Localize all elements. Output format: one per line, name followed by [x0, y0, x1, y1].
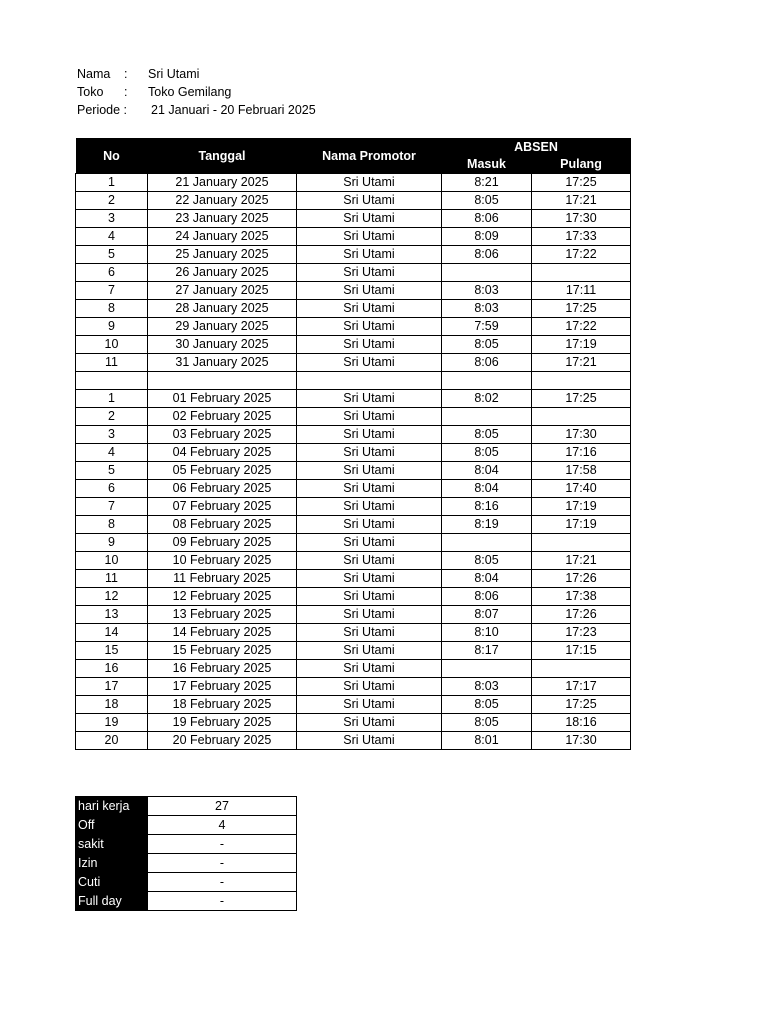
cell-pulang: 17:11	[532, 282, 631, 300]
summary-row	[76, 892, 297, 911]
cell-pulang: 17:33	[532, 228, 631, 246]
cell-masuk: 8:04	[442, 462, 532, 480]
cell-promotor: Sri Utami	[297, 282, 442, 300]
cell-tanggal: 28 January 2025	[148, 300, 297, 318]
cell-promotor: Sri Utami	[297, 246, 442, 264]
cell-tanggal: 17 February 2025	[148, 678, 297, 696]
cell-masuk: 8:16	[442, 498, 532, 516]
table-row	[76, 300, 631, 318]
table-row	[76, 552, 631, 570]
cell-masuk: 8:03	[442, 300, 532, 318]
summary-label: Off	[76, 816, 148, 835]
table-row	[76, 408, 631, 426]
cell-no: 11	[76, 354, 148, 372]
cell-tanggal: 23 January 2025	[148, 210, 297, 228]
cell-masuk: 7:59	[442, 318, 532, 336]
cell-pulang: 17:21	[532, 354, 631, 372]
summary-value: -	[148, 854, 297, 873]
cell-masuk: 8:06	[442, 210, 532, 228]
cell-no: 14	[76, 624, 148, 642]
cell-no: 3	[76, 426, 148, 444]
table-row	[76, 444, 631, 462]
table-row	[76, 282, 631, 300]
cell-no: 7	[76, 282, 148, 300]
cell-pulang	[532, 264, 631, 282]
cell-tanggal: 16 February 2025	[148, 660, 297, 678]
cell-masuk: 8:05	[442, 444, 532, 462]
cell-promotor: Sri Utami	[297, 408, 442, 426]
cell-no: 9	[76, 318, 148, 336]
cell-no: 6	[76, 264, 148, 282]
cell-no: 17	[76, 678, 148, 696]
table-row	[76, 246, 631, 264]
table-row	[76, 192, 631, 210]
cell-pulang: 17:23	[532, 624, 631, 642]
cell-promotor: Sri Utami	[297, 606, 442, 624]
cell-masuk: 8:09	[442, 228, 532, 246]
cell-promotor: Sri Utami	[297, 552, 442, 570]
cell-masuk: 8:10	[442, 624, 532, 642]
table-row	[76, 714, 631, 732]
cell-masuk: 8:04	[442, 570, 532, 588]
attendance-table-body	[76, 174, 631, 750]
cell-pulang: 17:21	[532, 552, 631, 570]
cell-promotor: Sri Utami	[297, 318, 442, 336]
cell-tanggal: 06 February 2025	[148, 480, 297, 498]
cell-pulang: 17:30	[532, 426, 631, 444]
cell-no: 10	[76, 552, 148, 570]
summary-label: sakit	[76, 835, 148, 854]
cell-no: 16	[76, 660, 148, 678]
cell-tanggal: 31 January 2025	[148, 354, 297, 372]
toko-colon: :	[124, 85, 128, 99]
cell-tanggal: 05 February 2025	[148, 462, 297, 480]
cell-promotor: Sri Utami	[297, 570, 442, 588]
header-nama-promotor: Nama Promotor	[297, 138, 442, 174]
cell-masuk	[442, 660, 532, 678]
cell-tanggal: 29 January 2025	[148, 318, 297, 336]
cell-tanggal	[148, 372, 297, 390]
table-row	[76, 354, 631, 372]
cell-masuk: 8:06	[442, 246, 532, 264]
summary-label: Cuti	[76, 873, 148, 892]
cell-tanggal: 10 February 2025	[148, 552, 297, 570]
cell-pulang: 17:19	[532, 336, 631, 354]
table-row	[76, 570, 631, 588]
table-row	[76, 480, 631, 498]
cell-promotor: Sri Utami	[297, 660, 442, 678]
table-row	[76, 588, 631, 606]
attendance-table-header	[76, 138, 631, 174]
cell-tanggal: 22 January 2025	[148, 192, 297, 210]
cell-no: 2	[76, 192, 148, 210]
cell-pulang: 17:15	[532, 642, 631, 660]
cell-masuk: 8:06	[442, 354, 532, 372]
table-row	[76, 228, 631, 246]
cell-promotor: Sri Utami	[297, 336, 442, 354]
cell-promotor	[297, 372, 442, 390]
cell-tanggal: 02 February 2025	[148, 408, 297, 426]
cell-masuk: 8:03	[442, 282, 532, 300]
cell-pulang: 17:25	[532, 300, 631, 318]
cell-pulang: 17:25	[532, 174, 631, 192]
summary-value: -	[148, 835, 297, 854]
cell-promotor: Sri Utami	[297, 678, 442, 696]
cell-tanggal: 18 February 2025	[148, 696, 297, 714]
cell-pulang: 17:58	[532, 462, 631, 480]
cell-pulang: 17:40	[532, 480, 631, 498]
cell-tanggal: 21 January 2025	[148, 174, 297, 192]
cell-promotor: Sri Utami	[297, 228, 442, 246]
cell-tanggal: 03 February 2025	[148, 426, 297, 444]
cell-no: 7	[76, 498, 148, 516]
cell-no: 8	[76, 516, 148, 534]
table-row	[76, 732, 631, 750]
summary-label: Izin	[76, 854, 148, 873]
spacer-row	[76, 372, 631, 390]
table-row	[76, 696, 631, 714]
cell-promotor: Sri Utami	[297, 588, 442, 606]
cell-no: 8	[76, 300, 148, 318]
cell-masuk: 8:05	[442, 552, 532, 570]
cell-promotor: Sri Utami	[297, 624, 442, 642]
cell-tanggal: 13 February 2025	[148, 606, 297, 624]
cell-masuk: 8:19	[442, 516, 532, 534]
cell-masuk: 8:04	[442, 480, 532, 498]
cell-masuk: 8:05	[442, 336, 532, 354]
cell-no: 10	[76, 336, 148, 354]
cell-pulang: 17:38	[532, 588, 631, 606]
cell-promotor: Sri Utami	[297, 516, 442, 534]
cell-tanggal: 01 February 2025	[148, 390, 297, 408]
nama-colon: :	[124, 67, 128, 81]
table-row	[76, 678, 631, 696]
header-masuk: Masuk	[442, 155, 532, 174]
cell-promotor: Sri Utami	[297, 696, 442, 714]
cell-pulang	[532, 408, 631, 426]
cell-no: 18	[76, 696, 148, 714]
summary-table-body	[76, 797, 297, 911]
cell-masuk: 8:05	[442, 696, 532, 714]
cell-promotor: Sri Utami	[297, 462, 442, 480]
cell-promotor: Sri Utami	[297, 210, 442, 228]
cell-pulang	[532, 660, 631, 678]
cell-pulang: 17:16	[532, 444, 631, 462]
cell-masuk: 8:05	[442, 192, 532, 210]
cell-pulang: 17:25	[532, 696, 631, 714]
nama-label: Nama	[77, 67, 111, 81]
header-pulang: Pulang	[532, 155, 631, 174]
cell-promotor: Sri Utami	[297, 480, 442, 498]
cell-pulang: 17:30	[532, 210, 631, 228]
cell-no: 4	[76, 444, 148, 462]
cell-promotor: Sri Utami	[297, 354, 442, 372]
cell-pulang: 17:26	[532, 570, 631, 588]
cell-no: 9	[76, 534, 148, 552]
table-row	[76, 462, 631, 480]
table-row	[76, 534, 631, 552]
cell-pulang: 17:26	[532, 606, 631, 624]
cell-promotor: Sri Utami	[297, 174, 442, 192]
cell-promotor: Sri Utami	[297, 714, 442, 732]
cell-no: 2	[76, 408, 148, 426]
cell-no: 13	[76, 606, 148, 624]
cell-no: 11	[76, 570, 148, 588]
summary-label: Full day	[76, 892, 148, 911]
cell-no: 5	[76, 462, 148, 480]
summary-label: hari kerja	[76, 797, 148, 816]
cell-promotor: Sri Utami	[297, 642, 442, 660]
cell-no: 4	[76, 228, 148, 246]
cell-promotor: Sri Utami	[297, 192, 442, 210]
summary-row	[76, 816, 297, 835]
cell-pulang: 17:30	[532, 732, 631, 750]
cell-tanggal: 20 February 2025	[148, 732, 297, 750]
cell-no: 15	[76, 642, 148, 660]
header-absen: ABSEN	[442, 138, 631, 155]
cell-promotor: Sri Utami	[297, 300, 442, 318]
cell-no: 20	[76, 732, 148, 750]
table-row	[76, 210, 631, 228]
summary-row	[76, 835, 297, 854]
table-row	[76, 660, 631, 678]
table-row	[76, 390, 631, 408]
summary-table	[75, 796, 297, 911]
cell-promotor: Sri Utami	[297, 732, 442, 750]
summary-value: -	[148, 892, 297, 911]
cell-promotor: Sri Utami	[297, 534, 442, 552]
cell-tanggal: 11 February 2025	[148, 570, 297, 588]
cell-tanggal: 15 February 2025	[148, 642, 297, 660]
cell-no: 5	[76, 246, 148, 264]
cell-no: 19	[76, 714, 148, 732]
cell-no: 6	[76, 480, 148, 498]
cell-pulang	[532, 534, 631, 552]
cell-no	[76, 372, 148, 390]
cell-masuk: 8:06	[442, 588, 532, 606]
cell-masuk: 8:07	[442, 606, 532, 624]
cell-promotor: Sri Utami	[297, 444, 442, 462]
cell-masuk: 8:21	[442, 174, 532, 192]
cell-tanggal: 19 February 2025	[148, 714, 297, 732]
cell-pulang: 17:21	[532, 192, 631, 210]
cell-pulang: 17:19	[532, 516, 631, 534]
cell-masuk: 8:01	[442, 732, 532, 750]
cell-masuk: 8:02	[442, 390, 532, 408]
cell-no: 1	[76, 174, 148, 192]
cell-tanggal: 25 January 2025	[148, 246, 297, 264]
table-row	[76, 624, 631, 642]
table-row	[76, 336, 631, 354]
cell-masuk	[442, 372, 532, 390]
cell-masuk: 8:03	[442, 678, 532, 696]
cell-tanggal: 26 January 2025	[148, 264, 297, 282]
cell-tanggal: 24 January 2025	[148, 228, 297, 246]
cell-tanggal: 04 February 2025	[148, 444, 297, 462]
cell-tanggal: 08 February 2025	[148, 516, 297, 534]
cell-promotor: Sri Utami	[297, 498, 442, 516]
summary-value: 4	[148, 816, 297, 835]
toko-value: Toko Gemilang	[148, 85, 232, 99]
cell-no: 1	[76, 390, 148, 408]
cell-masuk	[442, 408, 532, 426]
cell-masuk	[442, 264, 532, 282]
cell-tanggal: 12 February 2025	[148, 588, 297, 606]
toko-label: Toko	[77, 85, 104, 99]
cell-tanggal: 07 February 2025	[148, 498, 297, 516]
cell-masuk: 8:05	[442, 426, 532, 444]
summary-row	[76, 873, 297, 892]
cell-tanggal: 27 January 2025	[148, 282, 297, 300]
cell-promotor: Sri Utami	[297, 390, 442, 408]
header-no: No	[76, 138, 148, 174]
cell-no: 12	[76, 588, 148, 606]
cell-pulang	[532, 372, 631, 390]
cell-tanggal: 09 February 2025	[148, 534, 297, 552]
table-row	[76, 318, 631, 336]
periode-value: 21 Januari - 20 Februari 2025	[151, 103, 316, 117]
nama-value: Sri Utami	[148, 67, 200, 81]
attendance-table	[75, 138, 631, 750]
table-row	[76, 498, 631, 516]
table-row	[76, 264, 631, 282]
table-row	[76, 516, 631, 534]
summary-row	[76, 854, 297, 873]
cell-masuk: 8:17	[442, 642, 532, 660]
cell-masuk	[442, 534, 532, 552]
cell-tanggal: 14 February 2025	[148, 624, 297, 642]
table-row	[76, 426, 631, 444]
cell-tanggal: 30 January 2025	[148, 336, 297, 354]
periode-label: Periode :	[77, 103, 128, 117]
cell-masuk: 8:05	[442, 714, 532, 732]
cell-pulang: 17:25	[532, 390, 631, 408]
cell-pulang: 17:19	[532, 498, 631, 516]
table-row	[76, 606, 631, 624]
cell-pulang: 18:16	[532, 714, 631, 732]
cell-pulang: 17:22	[532, 318, 631, 336]
cell-pulang: 17:17	[532, 678, 631, 696]
summary-value: 27	[148, 797, 297, 816]
cell-pulang: 17:22	[532, 246, 631, 264]
cell-no: 3	[76, 210, 148, 228]
table-row	[76, 174, 631, 192]
summary-value: -	[148, 873, 297, 892]
summary-row	[76, 797, 297, 816]
table-row	[76, 642, 631, 660]
cell-promotor: Sri Utami	[297, 264, 442, 282]
cell-promotor: Sri Utami	[297, 426, 442, 444]
header-tanggal: Tanggal	[148, 138, 297, 174]
